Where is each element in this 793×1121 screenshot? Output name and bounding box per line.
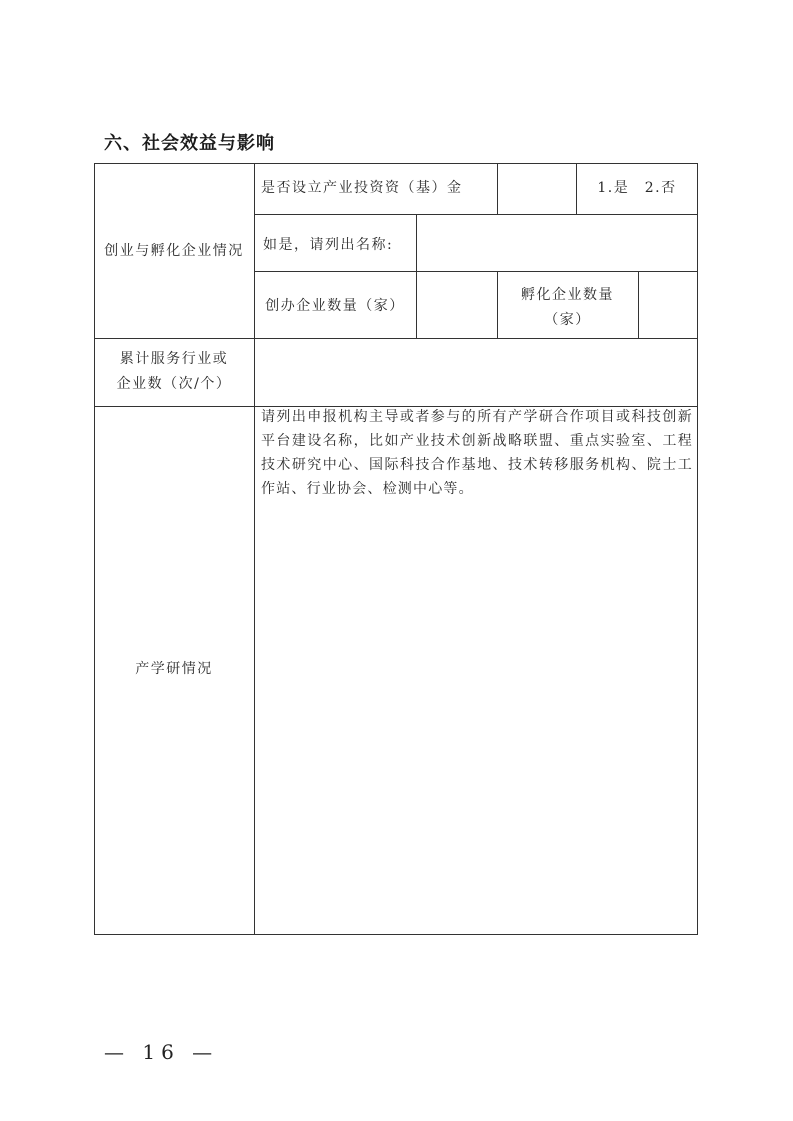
section-title: 六、社会效益与影响 <box>104 133 275 154</box>
table-border-top <box>94 163 698 164</box>
row-divider-name <box>254 271 698 272</box>
table-border-bottom <box>94 934 698 935</box>
page-number: — 16 — <box>104 1040 219 1064</box>
fund-name-prompt: 如是，请列出名称: <box>263 237 394 253</box>
fund-name-divider <box>416 214 417 272</box>
incubated-label-right-divider <box>638 271 639 339</box>
research-instruction: 请列出申报机构主导或者参与的所有产学研合作项目或科技创新平台建设名称，比如产业技术创新战略联盟、重点实验室、工程技术研究中心、国际科技合作基地、技术转移服务机构、院士工作站、行业协会、检测中心等。 <box>261 409 693 497</box>
fund-options: 1.是 2.否 <box>597 180 677 196</box>
label-column-divider <box>254 163 255 935</box>
fund-answer-divider <box>497 163 498 215</box>
table-border-right <box>697 163 698 935</box>
table-border-left <box>94 163 95 935</box>
incubated-count-label-line1: 孵化企业数量 <box>521 287 614 303</box>
row-divider-incubation <box>94 338 698 339</box>
fund-question-label: 是否设立产业投资资（基）金 <box>261 180 463 196</box>
service-label-line2: 企业数（次/个） <box>116 376 232 392</box>
founded-count-label: 创办企业数量（家） <box>265 298 405 314</box>
research-label: 产学研情况 <box>135 661 213 677</box>
incubation-label: 创业与孵化企业情况 <box>104 243 244 259</box>
social-benefit-table <box>94 163 698 935</box>
founded-count-divider <box>416 271 417 339</box>
incubated-count-label-line2: （家） <box>544 312 591 328</box>
service-label-line1: 累计服务行业或 <box>119 351 229 367</box>
row-divider-fund <box>254 214 698 215</box>
